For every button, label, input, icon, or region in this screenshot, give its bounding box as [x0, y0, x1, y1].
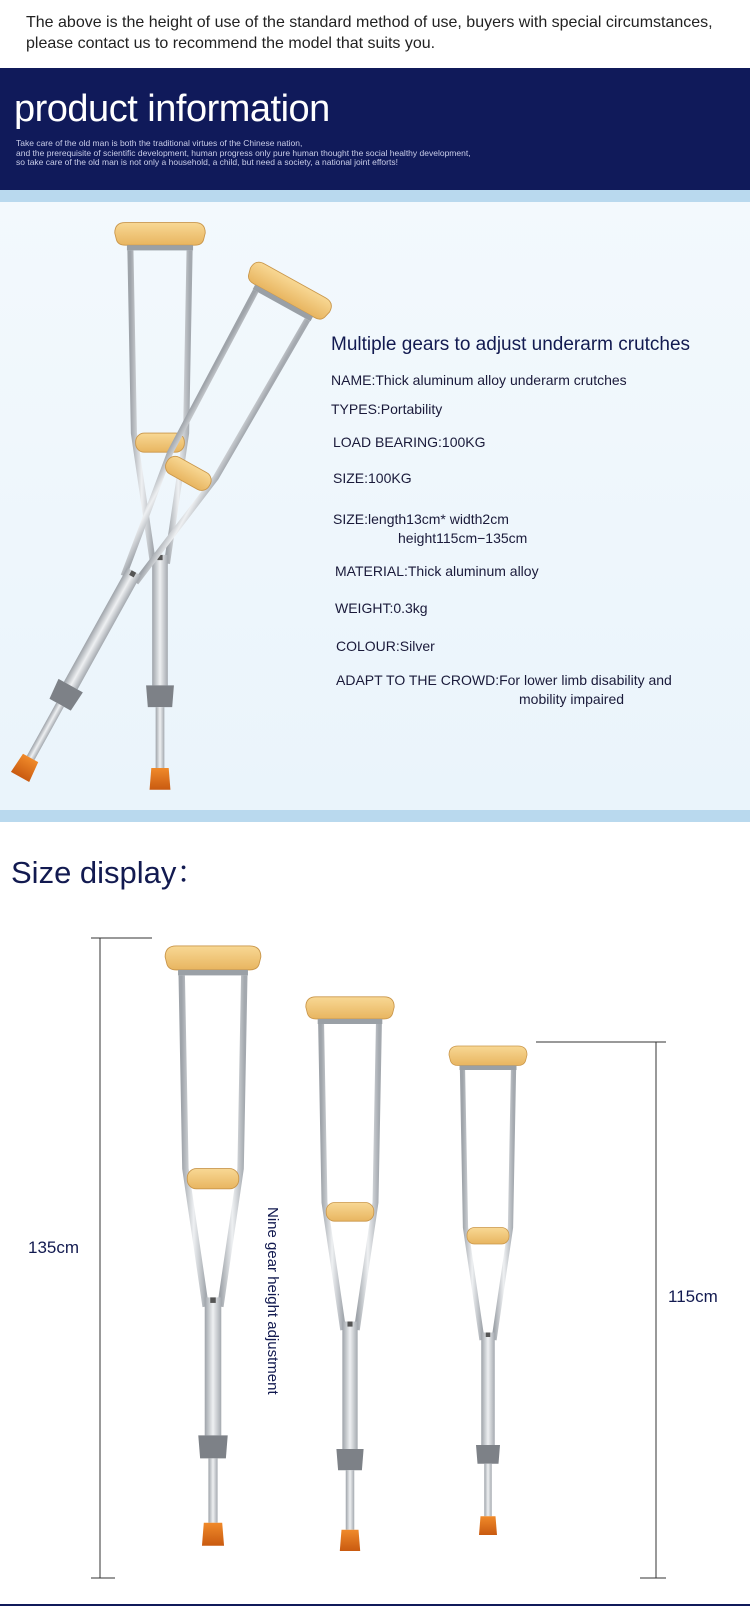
size-display-title: Size display：	[11, 855, 208, 890]
spec-load: LOAD BEARING:100KG	[333, 434, 486, 450]
spec-crowd-line-1: ADAPT TO THE CROWD:For lower limb disability and	[336, 672, 672, 688]
banner-sub-line-1: Take care of the old man is both the traditional virtues of the Chinese nation,	[16, 138, 303, 148]
spec-crowd-line-2: mobility impaired	[519, 691, 625, 707]
banner-sub-line-3: so take care of the old man is not only a household, a child, but need a society, a national joint efforts!	[16, 157, 398, 167]
spec-title: Multiple gears to adjust underarm crutches	[331, 334, 691, 355]
dimension-135	[91, 938, 152, 1578]
spec-crowd	[336, 671, 672, 709]
spec-types: TYPES:Portability	[331, 401, 443, 417]
spec-size-dimensions	[333, 510, 527, 548]
spec-size-line-2: height115cm−135cm	[398, 530, 528, 546]
crutch-medium	[306, 997, 394, 1551]
crutch-short	[449, 1046, 527, 1535]
spec-weight: WEIGHT:0.3kg	[335, 600, 428, 616]
spec-size-weight: SIZE:100KG	[333, 470, 412, 486]
dimension-115	[536, 1042, 666, 1578]
spec-name: NAME:Thick aluminum alloy underarm crutches	[331, 372, 627, 388]
crutch-tall	[165, 946, 261, 1546]
notice-line-1: The above is the height of use of the standard method of use, buyers with special circumstances,	[26, 14, 713, 31]
spec-colour: COLOUR:Silver	[336, 638, 435, 654]
banner-sub-line-2: and the prerequisite of scientific development, human progress only pure human thought the social healthy development,	[16, 147, 471, 158]
spec-material: MATERIAL:Thick aluminum alloy	[335, 563, 539, 579]
spec-size-line-1: SIZE:length13cm* width2cm	[333, 511, 509, 527]
max-height-label: 135cm	[28, 1238, 80, 1257]
banner-title: product information	[14, 88, 330, 130]
min-height-label: 115cm	[668, 1287, 718, 1306]
notice-line-2: please contact us to recommend the model that suits you.	[26, 35, 436, 52]
adjustment-label: Nine gear height adjustment	[264, 1207, 281, 1395]
crutch-leaning	[0, 259, 335, 799]
